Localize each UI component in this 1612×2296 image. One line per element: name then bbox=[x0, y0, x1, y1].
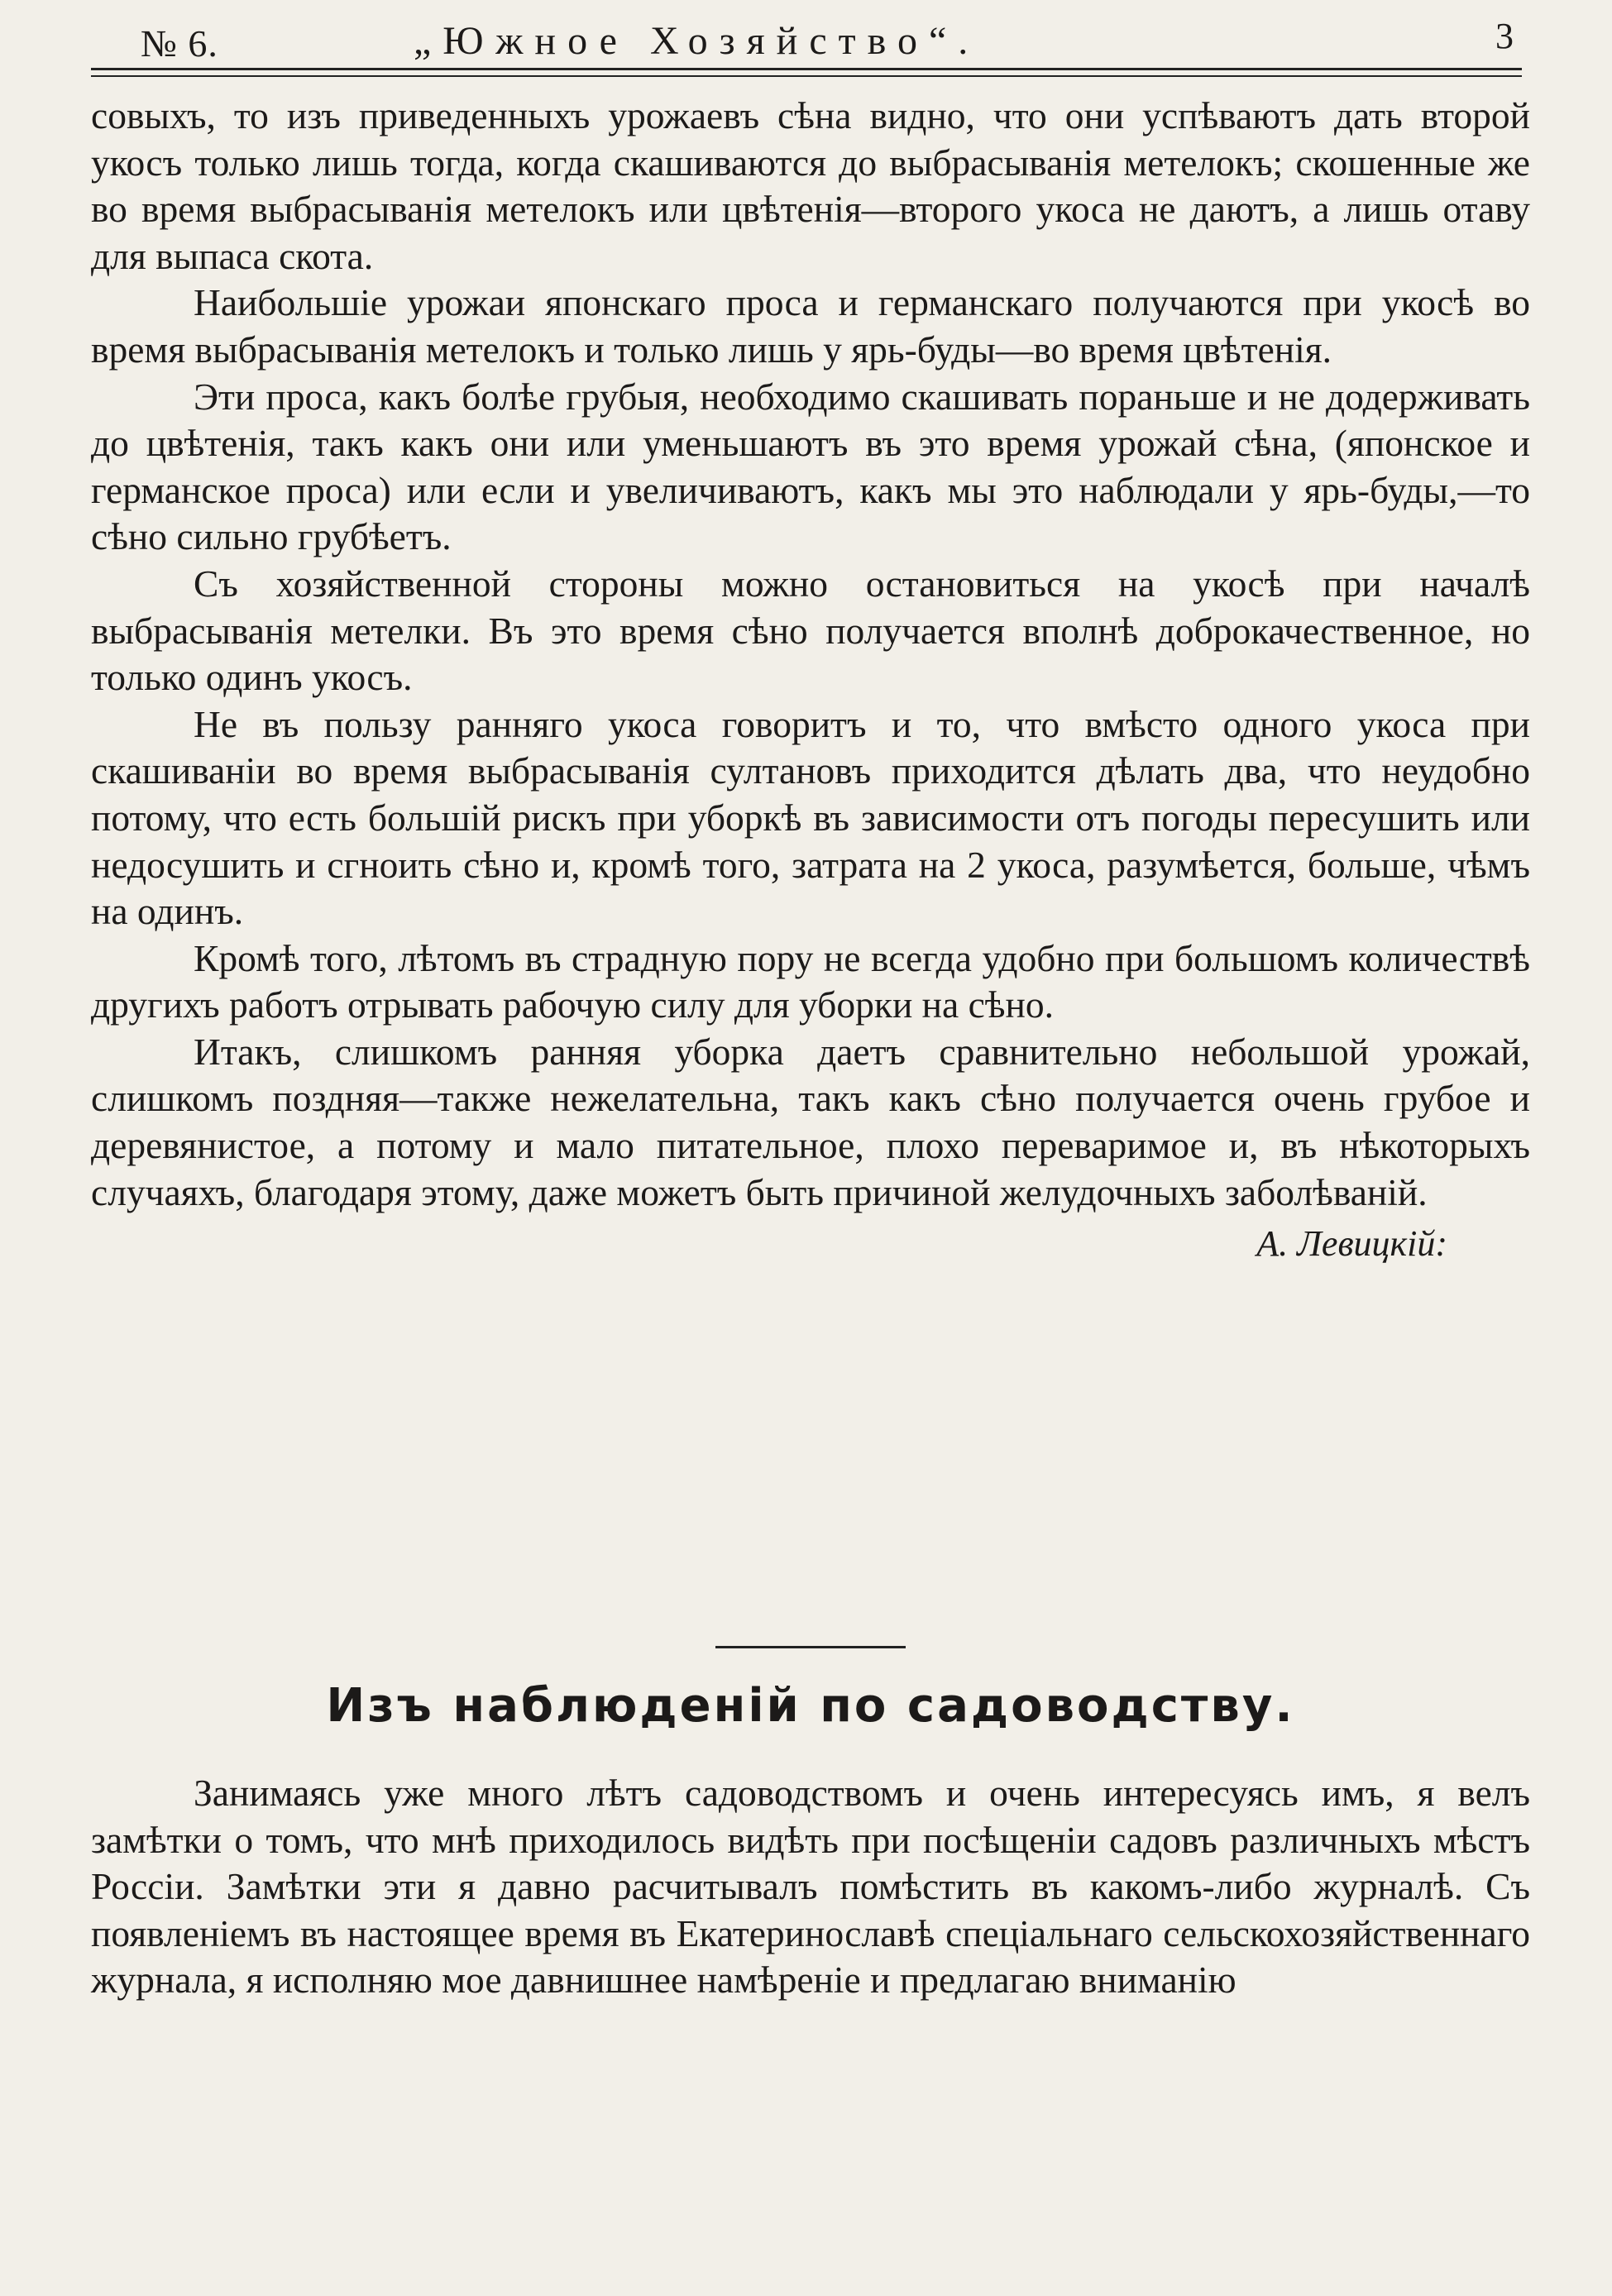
paragraph: Итакъ, слишкомъ ранняя уборка даетъ сравнительно небольшой урожай, слишкомъ поздняя—также нежелательна, такъ какъ сѣно получается очень грубое и деревянистое, а потому и мало питательное, плохо переваримое и, въ нѣкоторыхъ случаяхъ, благодаря этому, даже можетъ быть причиной желудочныхъ заболѣваній. bbox=[91, 1030, 1530, 1213]
paragraph: совыхъ, то изъ приведенныхъ урожаевъ сѣна видно, что они успѣваютъ дать второй укосъ только лишь тогда, когда скашиваются до выбрасыванія метелокъ; скошенные же во время выбрасыванія метелокъ или цвѣтенія—второго укоса не даютъ, а лишь отаву для выпаса скота. bbox=[91, 94, 1530, 277]
section-divider bbox=[715, 1646, 906, 1648]
issue-number: № 6. bbox=[141, 22, 218, 65]
author-signature: А. Левицкій: bbox=[1256, 1223, 1447, 1265]
article-body bbox=[91, 93, 1530, 1268]
paragraph: Эти проса, какъ болѣе грубыя, необходимо скашивать пораньше и не додерживать до цвѣтенія, такъ какъ они или уменьшаютъ въ это время урожай сѣна, (японское и германское проса) или если и увеличиваютъ, какъ мы это наблюдали у ярь-буды,—то сѣно сильно грубѣетъ. bbox=[91, 375, 1530, 558]
header-rule bbox=[91, 68, 1522, 77]
article2-body bbox=[91, 1770, 1530, 2004]
paragraph: Не въ пользу ранняго укоса говоритъ и то, что вмѣсто одного укоса при скашиваніи во время выбрасыванія султановъ приходится дѣлать два, что неудобно потому, что есть большій рискъ при уборкѣ въ зависимости отъ погоды пересушить или недосушить и сгноить сѣно и, кромѣ того, затрата на 2 укоса, разумѣется, больше, чѣмъ на одинъ. bbox=[91, 702, 1530, 933]
paragraph: Занимаясь уже много лѣтъ садоводствомъ и очень интересуясь имъ, я велъ замѣтки о томъ, что мнѣ приходилось видѣть при посѣщеніи садовъ различныхъ мѣстъ Россіи. Замѣтки эти я давно расчитывалъ помѣстить въ какомъ-либо журналѣ. Съ появленіемъ въ настоящее время въ Екатеринославѣ спеціальнаго сельскохозяйственнаго журнала, я исполняю мое давнишнее намѣреніе и предлагаю вниманію bbox=[91, 1772, 1530, 2002]
page-number: 3 bbox=[1495, 16, 1514, 56]
paragraph: Съ хозяйственной стороны можно остановиться на укосѣ при началѣ выбрасыванія метелки. Въ это время сѣно получается вполнѣ доброкачественное, но только одинъ укосъ. bbox=[91, 562, 1530, 699]
article-heading: Изъ наблюденій по садоводству. bbox=[326, 1679, 1295, 1733]
running-header bbox=[91, 15, 1530, 65]
paragraph: Наибольшіе урожаи японскаго проса и германскаго получаются при укосѣ во время выбрасыванія метелокъ и только лишь у ярь-буды—во время цвѣтенія. bbox=[91, 281, 1530, 371]
paragraph: Кромѣ того, лѣтомъ въ страдную пору не всегда удобно при большомъ количествѣ другихъ работъ отрывать рабочую силу для уборки на сѣно. bbox=[91, 936, 1530, 1026]
journal-title: „Южное Хозяйство“. bbox=[414, 19, 980, 63]
